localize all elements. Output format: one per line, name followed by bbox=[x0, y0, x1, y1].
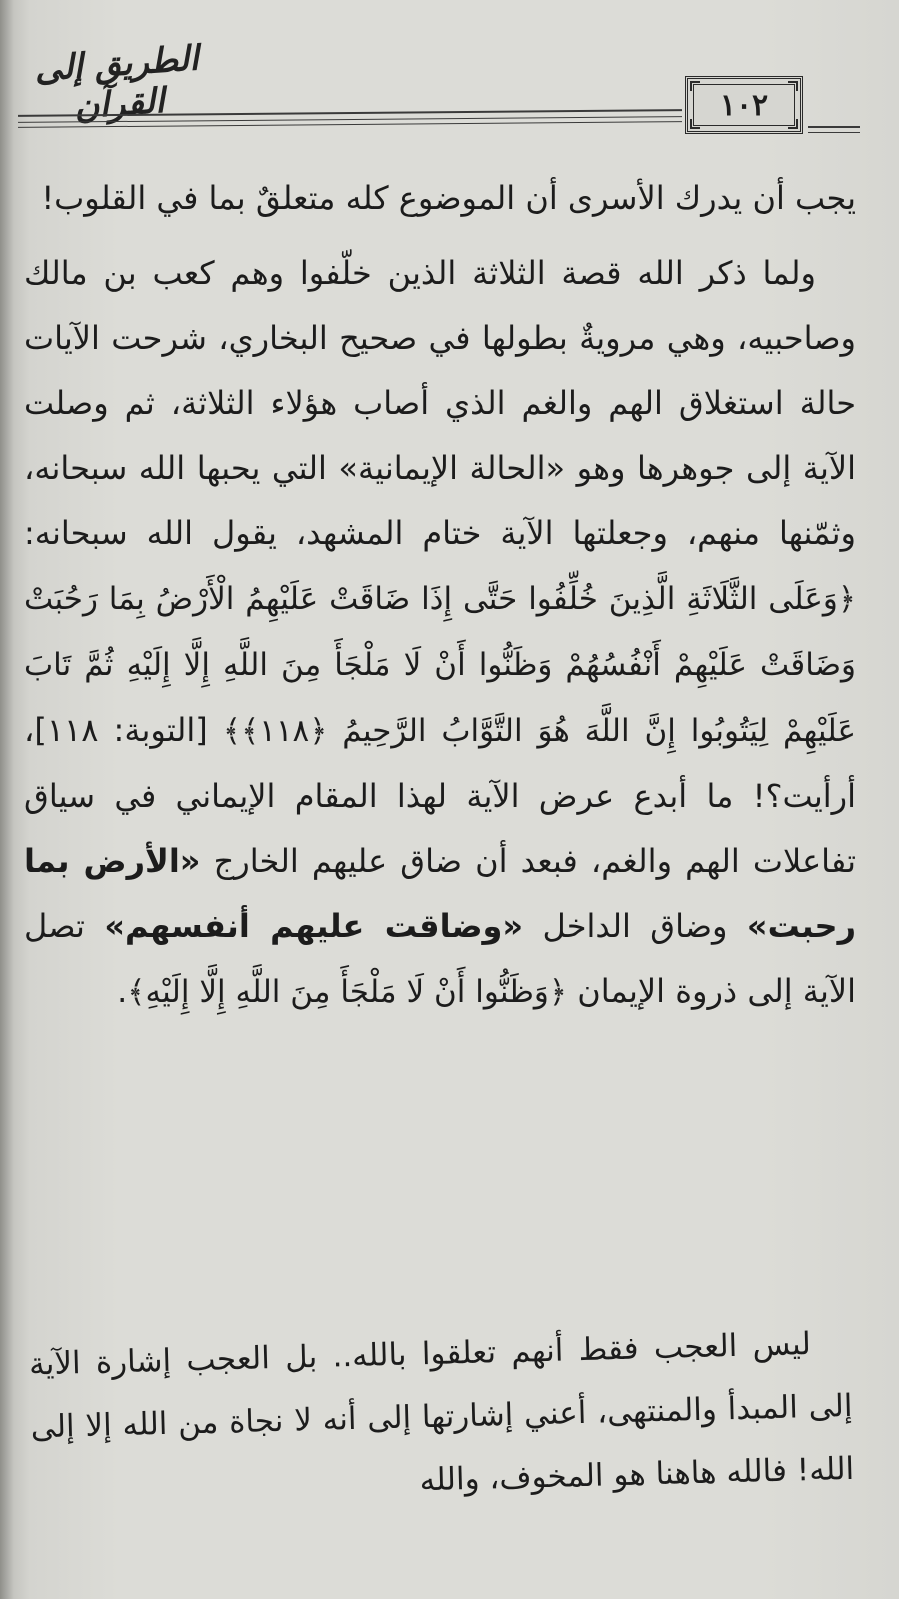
body-text bbox=[24, 166, 856, 1039]
paragraph-3-text: ليس العجب فقط أنهم تعلقوا بالله.. بل العجب إشارة الآية إلى المبدأ والمنتهى، أعني إشارتها إلى أنه لا نجاة من الله إلا إلى الله! فالله هاهنا هو المخوف، والله bbox=[28, 1326, 855, 1499]
paragraph-2-text-c: وضاق الداخل bbox=[542, 907, 728, 945]
quran-verse-excerpt: ﴿وَظَنُّوا أَنْ لَا مَلْجَأَ مِنَ اللَّهِ إِلَّا إِلَيْهِ﴾ bbox=[127, 974, 568, 1010]
running-title: الطريق إلى القرآن bbox=[33, 38, 200, 128]
paragraph-2-text-d: تصل الآية إلى ذروة الإيمان bbox=[24, 907, 856, 1010]
paragraph-3-block bbox=[28, 1312, 855, 1522]
paragraph-2-end: . bbox=[117, 972, 128, 1010]
header-rule-right bbox=[808, 132, 860, 133]
paragraph-1: يجب أن يدرك الأسرى أن الموضوع كله متعلقٌ بما في القلوب! bbox=[41, 179, 856, 217]
paragraph-2-text: ولما ذكر الله قصة الثلاثة الذين خلّفوا وهم كعب بن مالك وصاحبيه، وهي مرويةٌ بطولها في صحيح البخاري، شرحت الآيات حالة استغلاق الهم والغم الذي أصاب هؤلاء الثلاثة، ثم وصلت الآية إلى جوهرها وهو «الحالة الإيمانية» التي يحبها الله سبحانه، وثمّنها منهم، وجعلتها الآية ختام المشهد، يقول الله سبحانه: bbox=[24, 254, 856, 552]
bold-quote-1: «الأرض بما رحبت» bbox=[24, 842, 856, 945]
header-rule-right bbox=[808, 126, 860, 128]
page-binding-edge bbox=[0, 0, 14, 1599]
paragraph-3 bbox=[28, 1312, 855, 1522]
page-number-frame bbox=[685, 76, 803, 134]
verse-citation: [التوبة: ١١٨] bbox=[34, 711, 208, 749]
quran-verse: ﴿وَعَلَى الثَّلَاثَةِ الَّذِينَ خُلِّفُوا حَتَّى إِذَا ضَاقَتْ عَلَيْهِمُ الْأَرْضُ بِمَا رَحُبَتْ وَضَاقَتْ عَلَيْهِمْ أَنْفُسُهُمْ وَظَنُّوا أَنْ لَا مَلْجَأَ مِنَ اللَّهِ إِلَّا إِلَيْهِ ثُمَّ تَابَ عَلَيْهِمْ لِيَتُوبُوا إِنَّ اللَّهَ هُوَ التَّوَّابُ الرَّحِيمُ ﴿١١٨﴾﴾ bbox=[24, 581, 857, 749]
paragraph-2-text-b: ، أرأيت؟! ما أبدع عرض الآية لهذا المقام الإيماني في سياق تفاعلات الهم والغم، فبعد أن ضاق عليهم الخارج bbox=[24, 711, 857, 880]
page-number: ١٠٢ bbox=[693, 84, 795, 126]
paragraph-2 bbox=[24, 241, 856, 1025]
bold-quote-2: «وضاقت عليهم أنفسهم» bbox=[104, 907, 524, 945]
page-header bbox=[18, 38, 878, 148]
